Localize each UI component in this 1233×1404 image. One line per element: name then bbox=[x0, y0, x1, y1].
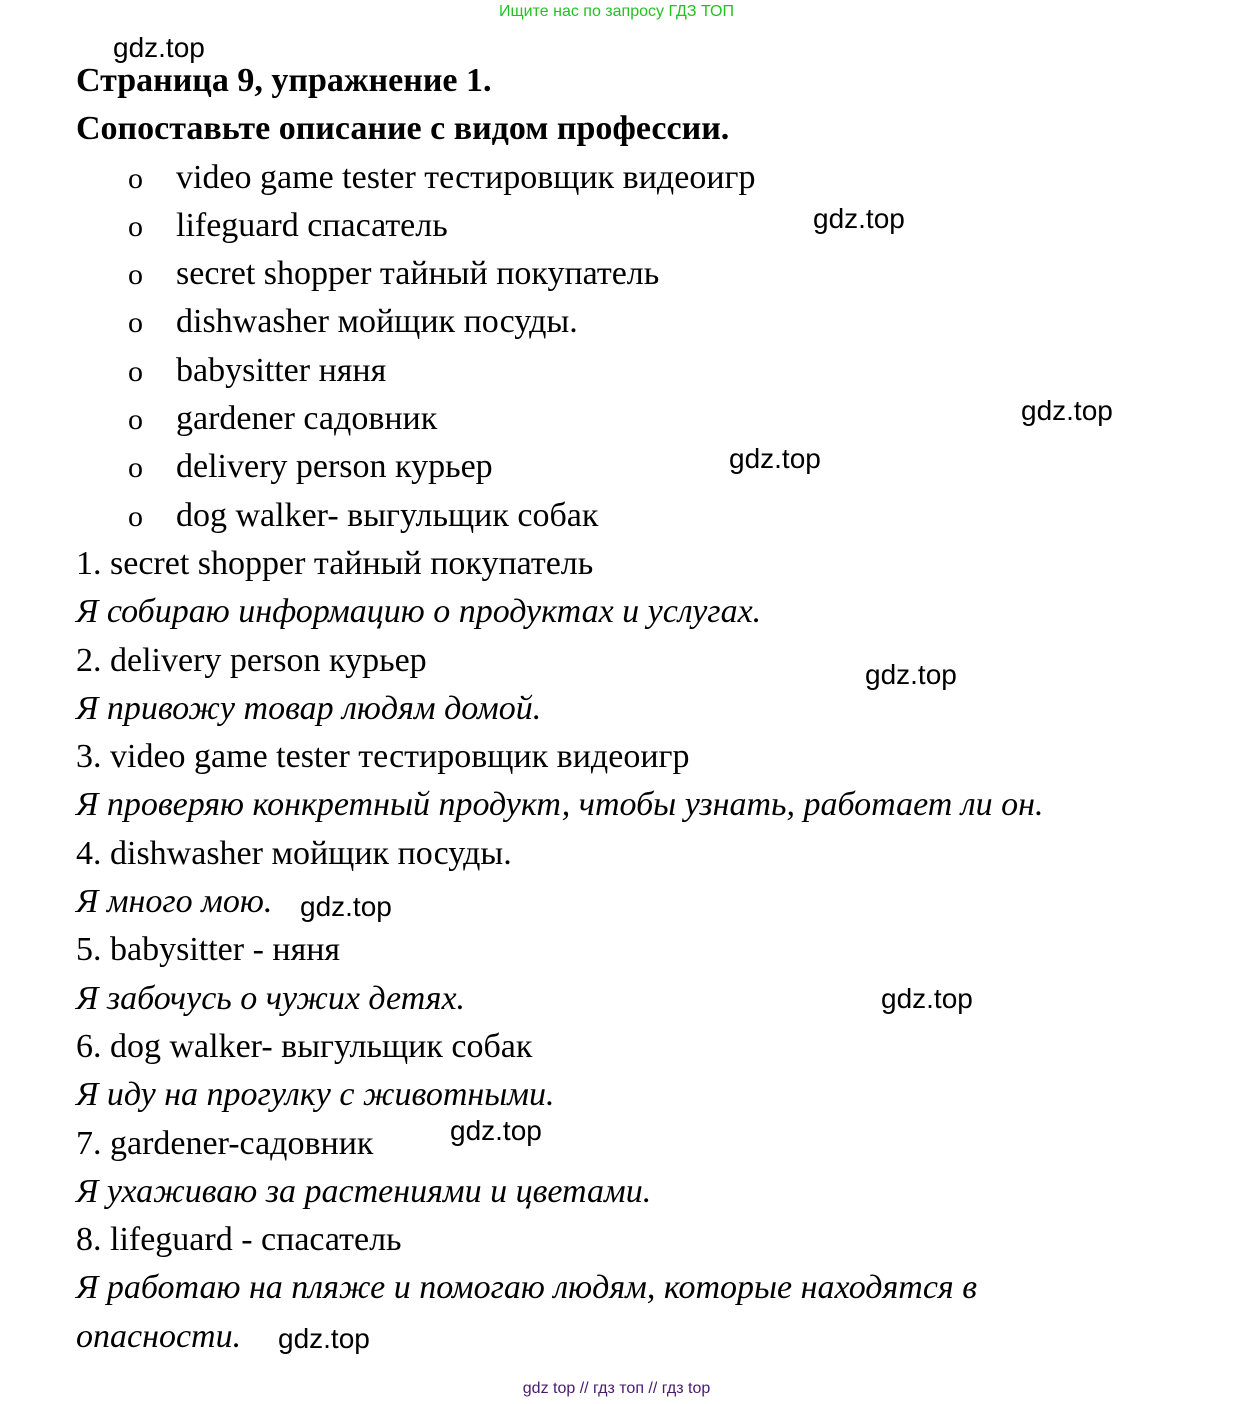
watermark: gdz.top bbox=[450, 1115, 542, 1146]
list-item bbox=[128, 154, 1216, 202]
answer-description: Я иду на прогулку с животными. bbox=[76, 1076, 555, 1114]
bullet-icon: o bbox=[128, 306, 143, 340]
list-item-text: gardener садовник bbox=[176, 400, 438, 438]
list-item bbox=[128, 395, 1216, 443]
watermark: gdz.top bbox=[300, 891, 392, 922]
list-item-text: dishwasher мойщик посуды. bbox=[176, 303, 578, 341]
list-item bbox=[128, 492, 1216, 540]
answer-description: Я работаю на пляже и помогаю людям, которые находятся в bbox=[76, 1269, 977, 1307]
document-body bbox=[76, 57, 1216, 1361]
bullet-icon: o bbox=[128, 403, 143, 437]
bullet-icon: o bbox=[128, 499, 143, 533]
answer-description: Я ухаживаю за растениями и цветами. bbox=[76, 1172, 652, 1210]
page-title: Страница 9, упражнение 1. bbox=[76, 62, 492, 99]
answer-description: Я много мою. bbox=[76, 883, 273, 921]
answer-heading: 3. video game tester тестировщик видеоигр bbox=[76, 738, 690, 776]
answer-description: Я привожу товар людям домой. bbox=[76, 689, 542, 727]
answer-heading: 6. dog walker- выгульщик собак bbox=[76, 1027, 533, 1065]
answer-heading: 1. secret shopper тайный покупатель bbox=[76, 544, 594, 582]
list-item bbox=[128, 443, 1216, 491]
bullet-icon: o bbox=[128, 354, 143, 388]
bullet-icon: o bbox=[128, 451, 143, 485]
answer-description: Я проверяю конкретный продукт, чтобы узнать, работает ли он. bbox=[76, 786, 1044, 824]
list-item-text: babysitter няня bbox=[176, 351, 387, 389]
answer-heading: 4. dishwasher мойщик посуды. bbox=[76, 834, 512, 872]
answer-heading: 5. babysitter - няня bbox=[76, 931, 341, 969]
list-item-text: delivery person курьер bbox=[176, 448, 493, 486]
answer-description-continued: опасности. bbox=[76, 1317, 242, 1355]
answer-description: Я забочусь о чужих детях. bbox=[76, 979, 466, 1017]
profession-list bbox=[76, 154, 1216, 540]
watermark: gdz.top bbox=[113, 32, 205, 63]
task-subtitle: Сопоставьте описание с видом профессии. bbox=[76, 110, 730, 148]
list-item bbox=[128, 298, 1216, 346]
answer-heading: 8. lifeguard - спасатель bbox=[76, 1221, 402, 1259]
watermark: gdz.top bbox=[278, 1323, 370, 1354]
list-item-text: dog walker- выгульщик собак bbox=[176, 496, 599, 534]
bullet-icon: o bbox=[128, 209, 143, 243]
list-item bbox=[128, 202, 1216, 250]
watermark: gdz.top bbox=[881, 983, 973, 1014]
watermark: gdz.top bbox=[813, 203, 905, 234]
answer-description: Я собираю информацию о продуктах и услугах. bbox=[76, 593, 762, 631]
list-item-text: secret shopper тайный покупатель bbox=[176, 255, 660, 293]
watermark: gdz.top bbox=[865, 659, 957, 690]
answer-heading: 2. delivery person курьер bbox=[76, 641, 427, 679]
list-item bbox=[128, 347, 1216, 395]
watermark: gdz.top bbox=[729, 443, 821, 474]
list-item-text: lifeguard спасатель bbox=[176, 206, 448, 244]
list-item-text: video game tester тестировщик видеоигр bbox=[176, 158, 756, 196]
answer-heading: 7. gardener-садовник bbox=[76, 1124, 374, 1162]
list-item bbox=[128, 250, 1216, 298]
watermark: gdz.top bbox=[1021, 395, 1113, 426]
top-banner: Ищите нас по запросу ГДЗ ТОП bbox=[499, 3, 734, 20]
bullet-icon: o bbox=[128, 258, 143, 292]
footer: gdz top // гдз топ // гдз top bbox=[522, 1380, 711, 1397]
bullet-icon: o bbox=[128, 161, 143, 195]
